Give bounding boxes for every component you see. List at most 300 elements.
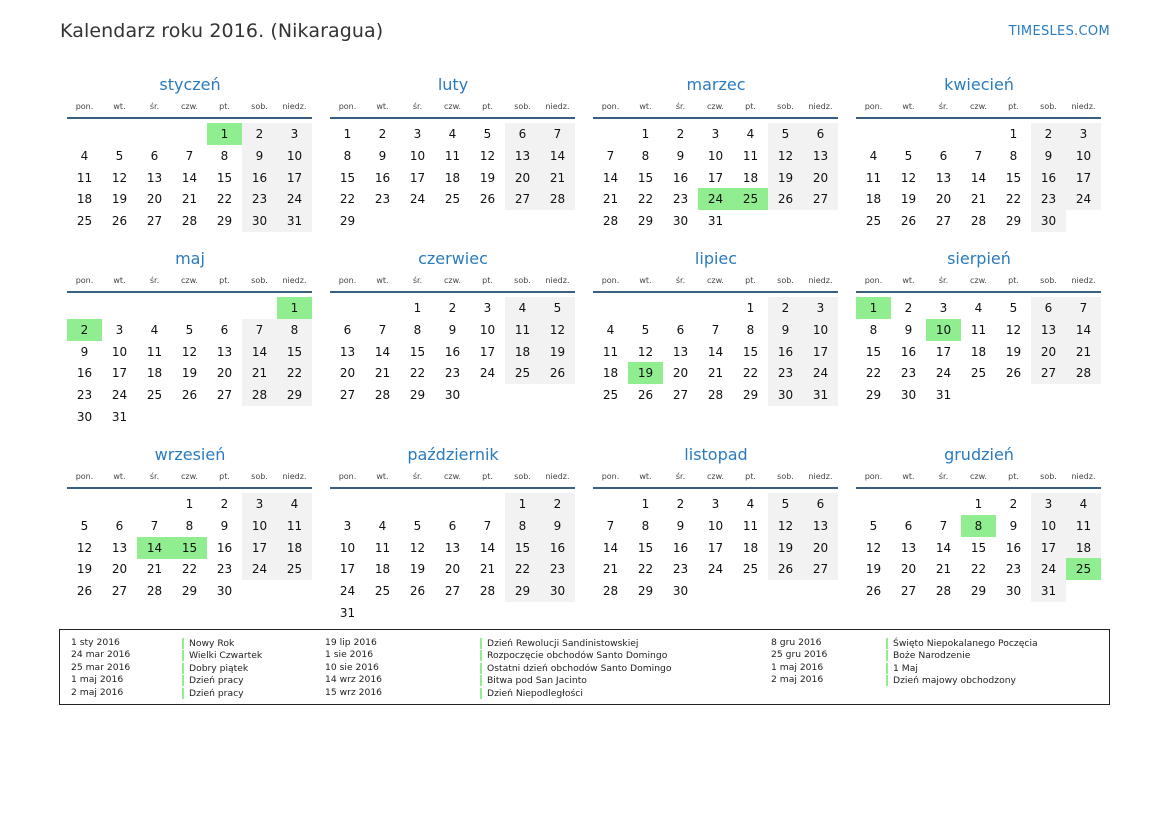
weekday-label: niedz. — [282, 276, 307, 285]
month-10 — [330, 442, 576, 620]
day-cell: 28 — [935, 584, 952, 599]
day-cell: 11 — [742, 518, 759, 533]
weekday-header — [593, 98, 839, 116]
month-3 — [593, 72, 839, 229]
day-cell: 13 — [1031, 319, 1066, 341]
day-cell: 8 — [185, 518, 194, 533]
weekday-label: pon. — [75, 472, 94, 481]
day-cell: 9 — [540, 515, 575, 537]
day-cell: 12 — [76, 540, 93, 555]
day-cell: 11 — [277, 515, 312, 537]
day-cell: 3 — [115, 322, 124, 337]
day-cell: 23 — [1005, 562, 1022, 577]
day-cell: 1 — [974, 497, 983, 511]
day-cell: 13 — [146, 170, 163, 185]
weekday-label: pt. — [745, 102, 756, 111]
day-cell: 7 — [378, 322, 387, 337]
weekday-label: pt. — [1008, 276, 1019, 285]
day-cell: 3 — [413, 127, 422, 141]
day-cell: 11 — [1066, 515, 1101, 537]
day-cell: 19 — [111, 192, 128, 207]
day-cell: 22 — [637, 562, 654, 577]
day-cell: 27 — [505, 188, 540, 210]
day-cell: 22 — [865, 366, 882, 381]
day-cell: 3 — [1031, 493, 1066, 515]
weekday-label: czw. — [444, 472, 461, 481]
day-cell: 26 — [900, 214, 917, 229]
day-cell: 12 — [637, 344, 654, 359]
weekday-label: pt. — [1008, 102, 1019, 111]
day-cell: 4 — [606, 322, 615, 337]
weekday-label: wt. — [113, 276, 126, 285]
day-cell: 7 — [540, 123, 575, 145]
day-cell: 4 — [150, 322, 159, 337]
day-cell: 8 — [641, 148, 650, 163]
header-rule — [593, 487, 838, 489]
month-name: marzec — [686, 75, 746, 94]
day-cell: 5 — [413, 518, 422, 533]
day-cell: 20 — [216, 366, 233, 381]
day-cell: 22 — [637, 192, 654, 207]
day-cell: 18 — [444, 170, 461, 185]
month-name: listopad — [684, 445, 748, 464]
day-cell: 2 — [904, 301, 913, 315]
holiday-day-cell: 8 — [961, 515, 996, 537]
weekday-label: czw. — [444, 102, 461, 111]
weekday-label: śr. — [412, 102, 423, 111]
day-cell: 24 — [409, 192, 426, 207]
day-cell: 4 — [1066, 493, 1101, 515]
day-cell: 10 — [707, 518, 724, 533]
day-cell: 11 — [970, 322, 987, 337]
weekday-label: niedz. — [545, 472, 570, 481]
day-cell: 16 — [672, 170, 689, 185]
day-cell: 24 — [1066, 188, 1101, 210]
day-cell: 23 — [672, 192, 689, 207]
month-name: wrzesień — [154, 445, 226, 464]
holiday-name: Bitwa pod San Jacinto — [480, 675, 587, 686]
day-cell: 25 — [742, 562, 759, 577]
day-cell: 30 — [216, 584, 233, 599]
holiday-name: Nowy Rok — [182, 638, 234, 649]
day-cell: 21 — [146, 562, 163, 577]
day-cell: 12 — [479, 148, 496, 163]
weekday-label: wt. — [902, 102, 915, 111]
day-cell: 31 — [1031, 580, 1066, 602]
weekday-label: pt. — [482, 472, 493, 481]
brand-link[interactable]: TIMESLES.COM — [1008, 24, 1110, 39]
day-cell: 11 — [146, 344, 163, 359]
day-cell: 15 — [637, 170, 654, 185]
day-cell: 25 — [970, 366, 987, 381]
weekday-label: sob. — [1040, 102, 1057, 111]
day-cell: 23 — [540, 558, 575, 580]
month-4 — [856, 72, 1102, 229]
weekday-header — [856, 98, 1102, 116]
weekday-label: niedz. — [282, 102, 307, 111]
day-cell: 5 — [483, 127, 492, 141]
day-cell: 28 — [242, 384, 277, 406]
weekday-label: pt. — [219, 472, 230, 481]
day-cell: 10 — [242, 515, 277, 537]
month-name: styczeń — [159, 75, 221, 94]
month-8 — [856, 246, 1102, 403]
day-cell: 20 — [444, 562, 461, 577]
day-cell: 18 — [374, 562, 391, 577]
day-cell: 9 — [448, 322, 457, 337]
day-cell: 17 — [1031, 537, 1066, 559]
day-cell: 9 — [220, 518, 229, 533]
day-cell: 17 — [277, 167, 312, 189]
day-cell: 12 — [540, 319, 575, 341]
day-cell: 27 — [1031, 362, 1066, 384]
day-cell: 4 — [80, 148, 89, 163]
holiday-name: 1 Maj — [886, 663, 918, 674]
day-cell: 22 — [277, 362, 312, 384]
day-cell: 28 — [707, 388, 724, 403]
weekday-label: niedz. — [1071, 102, 1096, 111]
day-cell: 30 — [900, 388, 917, 403]
weekday-label: wt. — [902, 472, 915, 481]
day-cell: 3 — [242, 493, 277, 515]
day-cell: 16 — [216, 540, 233, 555]
day-cell: 7 — [711, 322, 720, 337]
day-cell: 3 — [483, 301, 492, 315]
weekday-label: pon. — [601, 472, 620, 481]
day-cell: 27 — [444, 584, 461, 599]
holiday-name: Rozpoczęcie obchodów Santo Domingo — [480, 650, 667, 661]
month-name: luty — [437, 75, 469, 94]
day-cell: 6 — [1031, 297, 1066, 319]
day-cell: 5 — [768, 493, 803, 515]
holiday-day-cell: 1 — [207, 123, 242, 145]
day-cell: 29 — [409, 388, 426, 403]
day-cell: 22 — [181, 562, 198, 577]
day-cell: 10 — [1066, 145, 1101, 167]
day-cell: 18 — [970, 344, 987, 359]
weekday-label: wt. — [376, 102, 389, 111]
day-cell: 25 — [76, 214, 93, 229]
month-9 — [67, 442, 313, 599]
day-cell: 15 — [216, 170, 233, 185]
day-cell: 5 — [904, 148, 913, 163]
day-cell: 10 — [409, 148, 426, 163]
header-rule — [67, 291, 312, 293]
day-cell: 10 — [277, 145, 312, 167]
day-cell: 26 — [181, 388, 198, 403]
weekday-label: śr. — [675, 472, 686, 481]
day-cell: 11 — [505, 319, 540, 341]
day-cell: 7 — [606, 148, 615, 163]
day-cell: 7 — [150, 518, 159, 533]
day-cell: 29 — [505, 580, 540, 602]
day-cell: 28 — [181, 214, 198, 229]
day-cell: 24 — [277, 188, 312, 210]
weekday-label: śr. — [675, 276, 686, 285]
day-cell: 15 — [637, 540, 654, 555]
day-cell: 23 — [216, 562, 233, 577]
day-cell: 9 — [1031, 145, 1066, 167]
header-rule — [856, 117, 1101, 119]
header-rule — [330, 117, 575, 119]
day-cell: 25 — [277, 558, 312, 580]
weekday-label: pt. — [1008, 472, 1019, 481]
day-cell: 12 — [768, 145, 803, 167]
day-cell: 2 — [540, 493, 575, 515]
month-name: lipiec — [694, 249, 738, 268]
weekday-label: wt. — [639, 102, 652, 111]
day-cell: 30 — [672, 214, 689, 229]
weekday-label: pon. — [75, 102, 94, 111]
month-name: czerwiec — [418, 249, 488, 268]
day-cell: 4 — [505, 297, 540, 319]
day-cell: 21 — [540, 167, 575, 189]
holiday-date: 1 maj 2016 — [71, 674, 124, 686]
day-cell: 2 — [1031, 123, 1066, 145]
day-cell: 14 — [602, 170, 619, 185]
day-cell: 4 — [378, 518, 387, 533]
day-cell: 19 — [479, 170, 496, 185]
day-cell: 27 — [935, 214, 952, 229]
holiday-list — [59, 629, 1110, 705]
day-cell: 10 — [111, 344, 128, 359]
day-cell: 8 — [746, 322, 755, 337]
day-cell: 29 — [181, 584, 198, 599]
day-cell: 20 — [803, 167, 838, 189]
day-cell: 15 — [970, 540, 987, 555]
holiday-date: 10 sie 2016 — [325, 661, 379, 673]
day-cell: 13 — [505, 145, 540, 167]
day-cell: 21 — [242, 362, 277, 384]
day-cell: 22 — [216, 192, 233, 207]
day-cell: 14 — [181, 170, 198, 185]
day-cell: 30 — [768, 384, 803, 406]
day-cell: 20 — [935, 192, 952, 207]
weekday-label: czw. — [181, 276, 198, 285]
day-cell: 7 — [939, 518, 948, 533]
day-cell: 3 — [277, 123, 312, 145]
day-cell: 6 — [343, 322, 352, 337]
day-cell: 14 — [479, 540, 496, 555]
day-cell: 3 — [711, 127, 720, 141]
weekday-label: pon. — [75, 276, 94, 285]
weekday-label: pt. — [482, 276, 493, 285]
day-cell: 1 — [1009, 127, 1018, 141]
day-cell: 3 — [939, 301, 948, 315]
weekday-label: śr. — [149, 276, 160, 285]
day-cell: 30 — [242, 210, 277, 232]
month-1 — [67, 72, 313, 229]
day-cell: 13 — [900, 540, 917, 555]
holiday-day-cell: 1 — [277, 297, 312, 319]
weekday-label: sob. — [777, 102, 794, 111]
day-cell: 2 — [242, 123, 277, 145]
day-cell: 19 — [768, 167, 803, 189]
day-cell: 2 — [448, 301, 457, 315]
day-cell: 26 — [540, 362, 575, 384]
day-cell: 9 — [378, 148, 387, 163]
weekday-label: sob. — [514, 472, 531, 481]
day-cell: 10 — [339, 540, 356, 555]
day-cell: 1 — [413, 301, 422, 315]
day-cell: 26 — [409, 584, 426, 599]
day-cell: 21 — [602, 562, 619, 577]
day-cell: 16 — [672, 540, 689, 555]
day-cell: 11 — [602, 344, 619, 359]
day-cell: 17 — [409, 170, 426, 185]
day-cell: 21 — [181, 192, 198, 207]
day-cell: 29 — [637, 214, 654, 229]
day-cell: 11 — [865, 170, 882, 185]
day-cell: 21 — [935, 562, 952, 577]
day-cell: 23 — [242, 188, 277, 210]
day-cell: 28 — [602, 214, 619, 229]
day-cell: 28 — [374, 388, 391, 403]
day-cell: 23 — [672, 562, 689, 577]
day-cell: 29 — [277, 384, 312, 406]
weekday-label: niedz. — [808, 276, 833, 285]
day-cell: 2 — [1009, 497, 1018, 511]
day-cell: 22 — [742, 366, 759, 381]
day-cell: 14 — [1066, 319, 1101, 341]
day-cell: 13 — [803, 145, 838, 167]
day-cell: 29 — [970, 584, 987, 599]
day-cell: 7 — [483, 518, 492, 533]
day-cell: 29 — [339, 214, 356, 229]
weekday-label: śr. — [149, 102, 160, 111]
day-cell: 8 — [343, 148, 352, 163]
holiday-name: Wielki Czwartek — [182, 650, 262, 661]
day-cell: 3 — [803, 297, 838, 319]
day-cell: 19 — [865, 562, 882, 577]
weekday-label: czw. — [970, 276, 987, 285]
day-cell: 22 — [970, 562, 987, 577]
weekday-label: wt. — [113, 472, 126, 481]
day-cell: 6 — [150, 148, 159, 163]
day-cell: 12 — [768, 515, 803, 537]
day-cell: 18 — [76, 192, 93, 207]
day-cell: 24 — [242, 558, 277, 580]
holiday-date: 25 mar 2016 — [71, 661, 131, 673]
day-cell: 17 — [1066, 167, 1101, 189]
day-cell: 31 — [111, 410, 128, 424]
day-cell: 19 — [540, 341, 575, 363]
day-cell: 9 — [242, 145, 277, 167]
day-cell: 7 — [606, 518, 615, 533]
day-cell: 16 — [768, 341, 803, 363]
day-cell: 9 — [676, 148, 685, 163]
day-cell: 17 — [803, 341, 838, 363]
day-cell: 7 — [242, 319, 277, 341]
weekday-label: pon. — [601, 276, 620, 285]
day-cell: 29 — [1005, 214, 1022, 229]
day-cell: 26 — [768, 188, 803, 210]
day-cell: 6 — [803, 123, 838, 145]
day-cell: 3 — [343, 518, 352, 533]
month-name: październik — [407, 445, 499, 464]
day-cell: 5 — [768, 123, 803, 145]
day-cell: 11 — [742, 148, 759, 163]
weekday-label: pt. — [745, 472, 756, 481]
day-cell: 22 — [409, 366, 426, 381]
day-cell: 16 — [1031, 167, 1066, 189]
holiday-date: 1 sie 2016 — [325, 649, 374, 661]
day-cell: 20 — [146, 192, 163, 207]
day-cell: 5 — [1009, 301, 1018, 315]
day-cell: 13 — [935, 170, 952, 185]
day-cell: 17 — [111, 366, 128, 381]
weekday-label: wt. — [113, 102, 126, 111]
day-cell: 27 — [111, 584, 128, 599]
day-cell: 4 — [746, 127, 755, 141]
weekday-label: pt. — [219, 102, 230, 111]
day-cell: 24 — [935, 366, 952, 381]
day-cell: 25 — [444, 192, 461, 207]
day-cell: 2 — [768, 297, 803, 319]
day-cell: 26 — [1005, 366, 1022, 381]
weekday-header — [330, 272, 576, 290]
header-rule — [330, 291, 575, 293]
day-cell: 19 — [76, 562, 93, 577]
day-cell: 13 — [803, 515, 838, 537]
day-cell: 14 — [935, 540, 952, 555]
month-2 — [330, 72, 576, 229]
holiday-date: 8 gru 2016 — [771, 637, 822, 648]
weekday-label: sob. — [1040, 472, 1057, 481]
holiday-name: Dzień pracy — [182, 688, 244, 699]
day-cell: 2 — [676, 127, 685, 141]
day-cell: 12 — [181, 344, 198, 359]
weekday-header — [330, 468, 576, 486]
day-cell: 8 — [505, 515, 540, 537]
weekday-label: sob. — [514, 276, 531, 285]
day-cell: 18 — [865, 192, 882, 207]
day-cell: 2 — [378, 127, 387, 141]
day-cell: 16 — [444, 344, 461, 359]
month-name: kwiecień — [944, 75, 1014, 94]
day-cell: 28 — [1066, 362, 1101, 384]
day-cell: 15 — [505, 537, 540, 559]
weekday-label: pon. — [601, 102, 620, 111]
day-cell: 8 — [277, 319, 312, 341]
day-cell: 7 — [1066, 297, 1101, 319]
month-name: maj — [175, 249, 205, 268]
weekday-header — [856, 272, 1102, 290]
day-cell: 24 — [479, 366, 496, 381]
weekday-label: sob. — [251, 102, 268, 111]
weekday-label: pon. — [338, 276, 357, 285]
header-rule — [856, 487, 1101, 489]
day-cell: 23 — [76, 388, 93, 403]
day-cell: 19 — [768, 537, 803, 559]
holiday-name: Dobry piątek — [182, 663, 248, 674]
day-cell: 13 — [339, 344, 356, 359]
weekday-header — [67, 468, 313, 486]
day-cell: 7 — [974, 148, 983, 163]
day-cell: 18 — [742, 170, 759, 185]
day-cell: 1 — [505, 493, 540, 515]
weekday-label: śr. — [675, 102, 686, 111]
day-cell: 25 — [146, 388, 163, 403]
day-cell: 11 — [76, 170, 93, 185]
weekday-label: pt. — [482, 102, 493, 111]
holiday-date: 25 gru 2016 — [771, 649, 828, 661]
day-cell: 26 — [637, 388, 654, 403]
day-cell: 13 — [672, 344, 689, 359]
weekday-label: śr. — [938, 472, 949, 481]
day-cell: 17 — [707, 540, 724, 555]
month-11 — [593, 442, 839, 599]
